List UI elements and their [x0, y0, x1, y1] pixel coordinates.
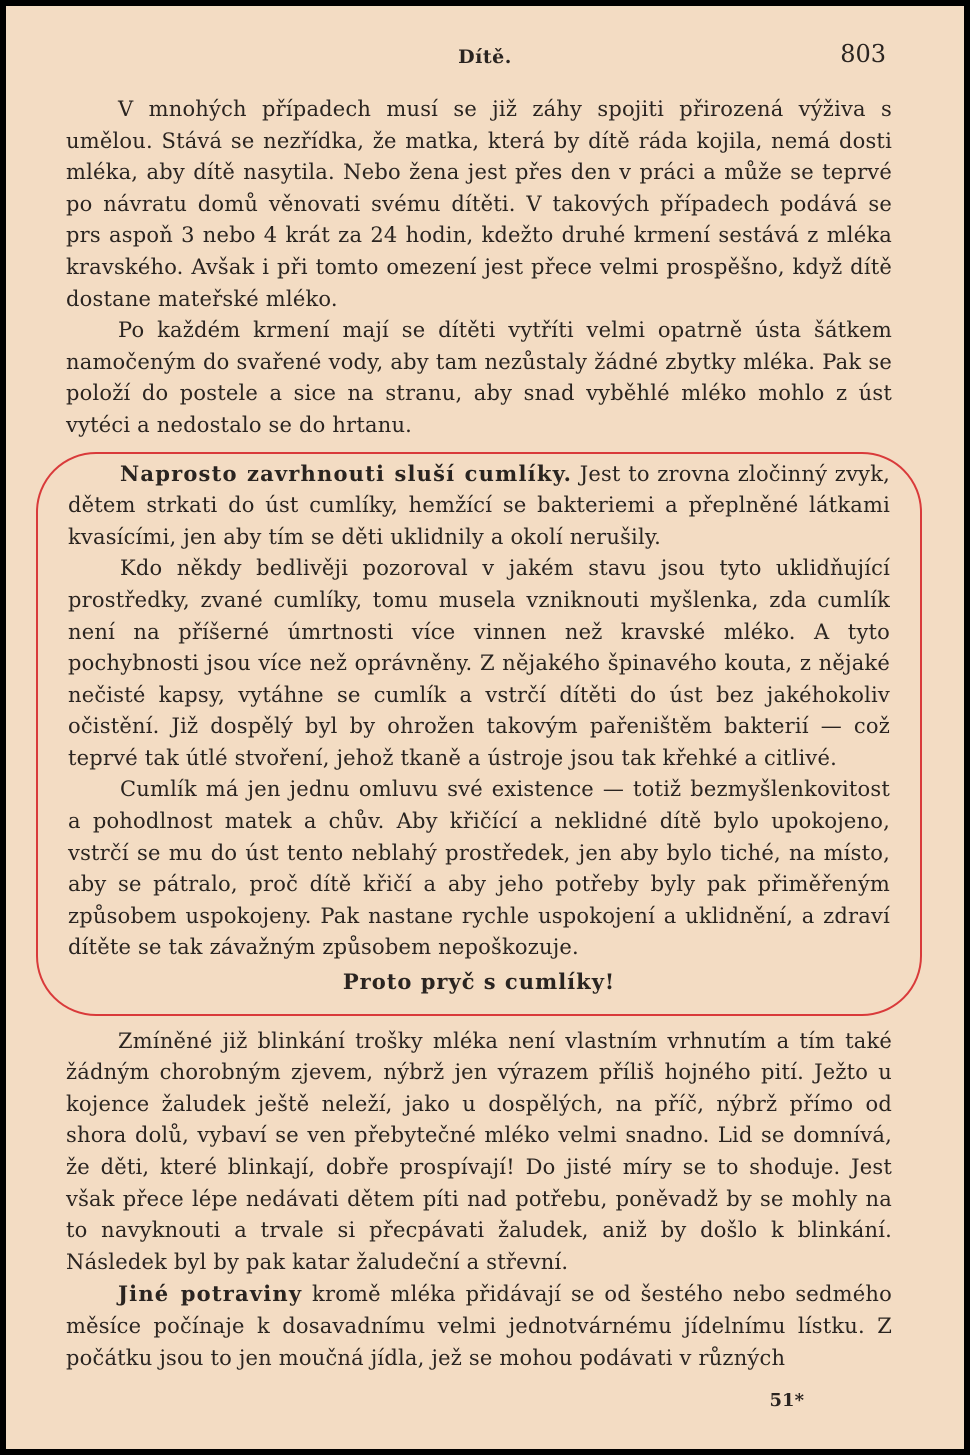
- pacifier-closing-line: Proto pryč s cumlíky!: [342, 969, 616, 995]
- other-foods-rest-text: kromě mléka přidávají se od šestého nebo sedmého měsíce počínaje k dosavadnímu velmi jednotvárnému jídelnímu lístku. Z počátku jsou to jen moučná jídla, jež se mohou podávati v různých: [66, 1282, 892, 1370]
- paragraph-other-foods: [66, 1278, 892, 1374]
- book-page: [6, 6, 964, 1449]
- signature-mark: 51*: [769, 1390, 804, 1411]
- paragraph-after-feeding: Po každém krmení mají se dítěti vytříti velmi opatrně ústa šátkem namočeným do svařené vody, aby tam nezůstaly žádné zbytky mléka. Pak se položí do postele a sice na stranu, aby snad vyběhlé mléko mohlo z úst vytéci a nedostalo se do hrtanu.: [66, 318, 892, 437]
- paragraph-pacifier-excuse: Cumlík má jen jednu omluvu své existence — totiž bezmyšlenkovitost a pohodlnost matek a chův. Aby křičící a neklidné dítě bylo upokojeno, vstrčí se mu do úst tento neblahý prostředek, jen aby bylo tiché, na místo, aby se pátralo, proč dítě křičí a aby jeho potřeby byly pak přiměřeným způsobem uspokojeny. Pak nastane rychle uspokojení a uklidnění, a zdraví dítěte se tak závažným způsobem nepoškozuje.: [68, 777, 890, 960]
- highlighted-section-pacifiers: [36, 452, 922, 1016]
- paragraph-pacifier-lead: [68, 458, 890, 554]
- lead-rest-text: Jest to zrovna zločinný zvyk, dětem strkati do úst cumlíky, hemžící se bakteriemi a přeplněné látkami kvasícími, jen aby tím se děti uklidnily a okolí nerušily.: [68, 461, 890, 549]
- paragraph-spitting-up: Zmíněné již blinkání trošky mléka není vlastním vrhnutím a tím také žádným chorobným zjevem, nýbrž jen výrazem příliš hojného pití. Ježto u kojence žaludek ještě neleží, jako u dospělých, na příč, nýbrž přímo od shora dolů, vybaví se ven přebytečné mléko velmi snadno. Lid se domnívá, že děti, které blinkají, dobře prospívají! Do jisté míry se to shoduje. Jest však přece lépe nedávati dětem píti nad potřebu, poněvadž by se mohly na to navyknouti a trvale si přecpávati žaludek, aniž by došlo k blinkání. Následek byl by pak katar žaludeční a střevní.: [66, 1028, 892, 1274]
- paragraph-pacifier-observation: Kdo někdy bedlivěji pozoroval v jakém stavu jsou tyto uklidňující prostředky, zvané cumlíky, tomu musela vzniknouti myšlenka, zda cumlík není na příšerné úmrtnosti více vinnen než kravské mléko. A tyto pochybnosti jsou více než oprávněny. Z nějakého špinavého kouta, z nějaké nečisté kapsy, vytáhne se cumlík a vstrčí dítěti do úst bez jakéhokoliv očistění. Již dospělý byl by ohrožen takovým pařeništěm bakterií — což teprvé tak útlé stvoření, jehož tkaně a ústroje jsou tak křehké a citlivé.: [68, 556, 890, 770]
- body-text: [66, 94, 892, 1374]
- running-title: Dítě.: [458, 46, 512, 68]
- lead-bold-phrase: Naprosto zavrhnouti sluší cumlíky.: [120, 460, 573, 486]
- page-number: 803: [840, 40, 886, 68]
- other-foods-bold-phrase: Jiné potraviny: [118, 1281, 303, 1307]
- paragraph-mixed-feeding: V mnohých případech musí se již záhy spojiti přirozená výživa s umělou. Stává se nezřídka, že matka, která by dítě ráda kojila, nemá dosti mléka, aby dítě nasytila. Nebo žena jest přes den v práci a může se teprvé po návratu domů věnovati svému dítěti. V takových případech podává se prs aspoň 3 nebo 4 krát za 24 hodin, kdežto druhé krmení sestává z mléka kravského. Avšak i při tomto omezení jest přece velmi prospěšno, když dítě dostane mateřské mléko.: [66, 97, 892, 311]
